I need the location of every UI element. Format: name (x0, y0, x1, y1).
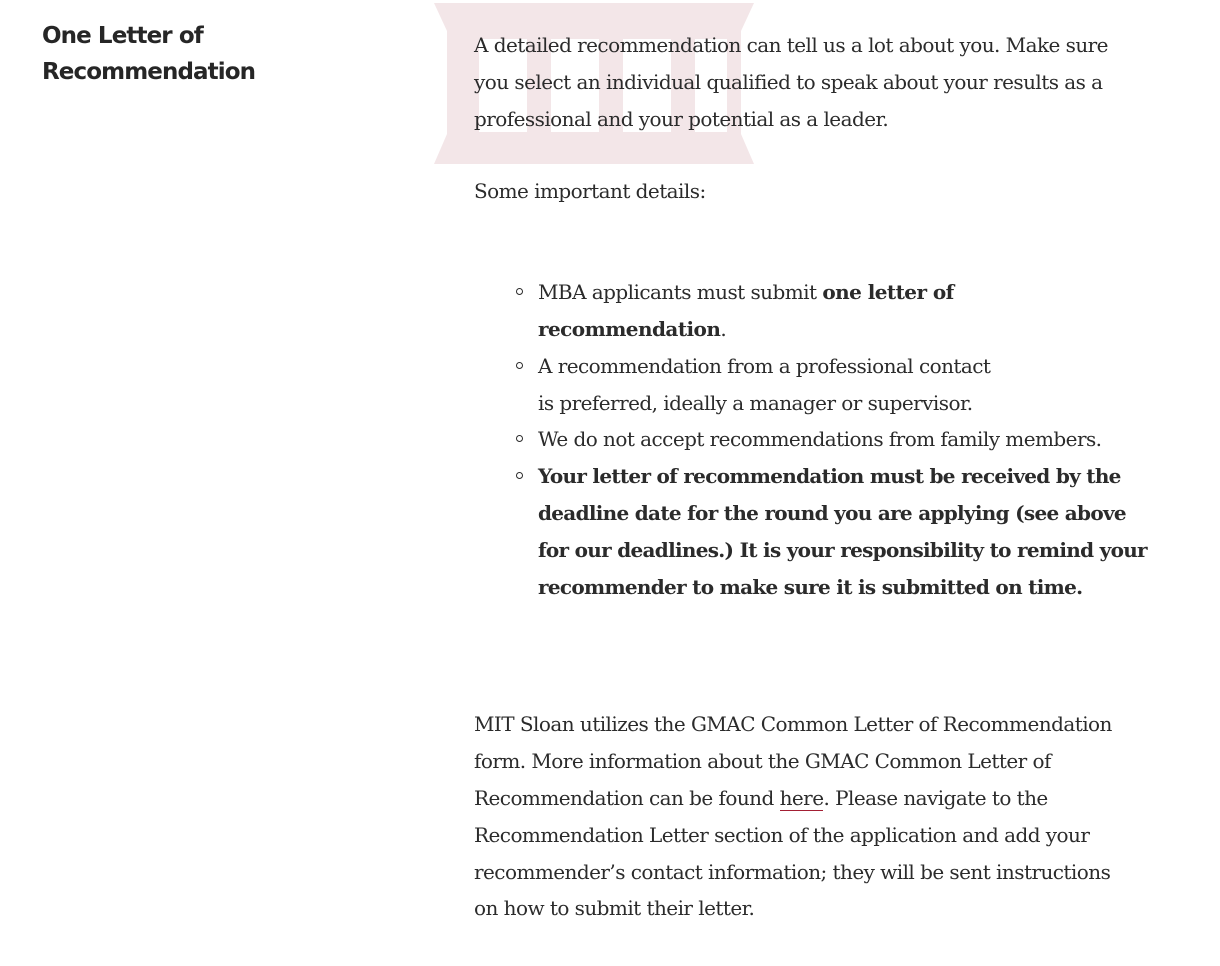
gmac-paragraph (474, 706, 1134, 927)
list-item-emphasis: one letter of recommendation (538, 280, 954, 341)
list-item (538, 348, 1008, 422)
list-item-text: A recommendation from a professional contact is preferred, ideally a manager or supervisor. (538, 353, 991, 415)
list-item (538, 421, 1154, 458)
list-item-text: We do not accept recommendations from family members. (538, 427, 1102, 452)
intro-paragraph: A detailed recommendation can tell us a lot about you. Make sure you select an individual qualified to speak about your results as a professional and your potential as a leader. (474, 33, 1108, 131)
list-item-text: MBA applicants must submit (538, 280, 823, 305)
list-item-text: . (720, 316, 727, 341)
gmac-info-link[interactable]: here (779, 785, 824, 810)
gmac-text: . Please navigate to the Recommendation Letter section of the application and add your recommender’s contact information; they will be sent instructions on how to submit their letter. (474, 785, 1111, 921)
recommendation-content (474, 27, 1154, 927)
details-list (474, 274, 1154, 605)
hollow-circle-bullet-icon (516, 362, 523, 369)
details-label: Some important details: (474, 179, 706, 204)
gmac-text: MIT Sloan utilizes the GMAC Common Letter of Recommendation form. More information about the GMAC Common Letter of Recommendation can be found (474, 712, 1112, 810)
list-item-emphasis: Your letter of recommendation must be received by the deadline date for the round you are applying (see above for our deadlines.) It is your responsibility to remind your recommender to make sure it is submitted on time. (538, 464, 1147, 599)
list-item (538, 274, 1008, 348)
hollow-circle-bullet-icon (516, 435, 523, 442)
list-item (538, 458, 1148, 605)
section-title: One Letter of Recommendation (42, 23, 256, 85)
hollow-circle-bullet-icon (516, 288, 523, 295)
hollow-circle-bullet-icon (516, 472, 523, 479)
